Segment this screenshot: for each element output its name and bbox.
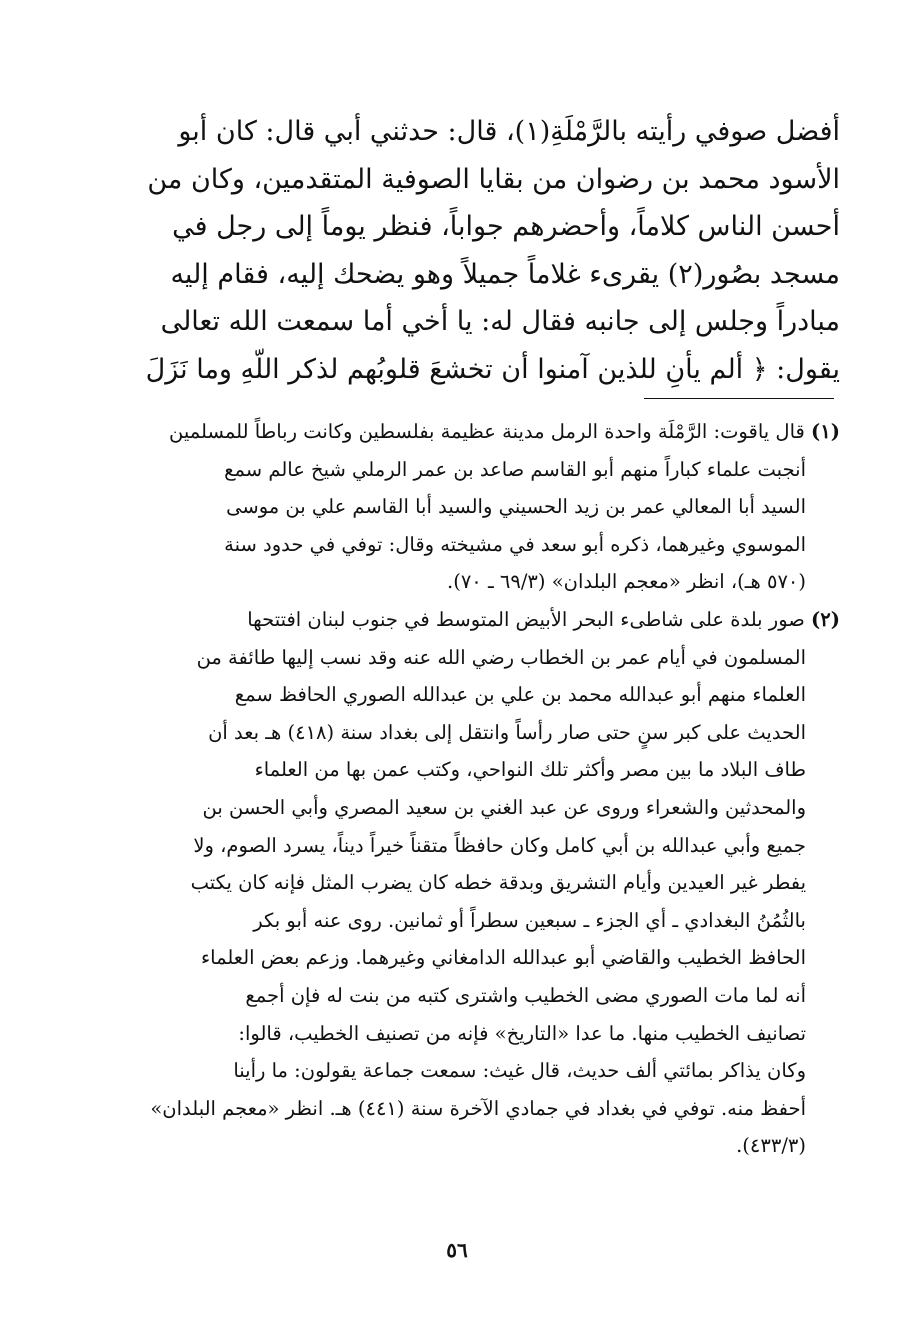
footnote-line: السيد أبا المعالي عمر بن زيد الحسيني والسيد أبا القاسم علي بن موسى (226, 495, 806, 519)
footnote-2 (92, 601, 840, 1165)
footnote-line: وكان يذاكر بمائتي ألف حديث، قال غيث: سمعت جماعة يقولون: ما رأينا (233, 1059, 806, 1083)
footnote-text: صور بلدة على شاطىء البحر الأبيض المتوسط في جنوب لبنان افتتحها (247, 607, 805, 631)
main-text-line: الأسود محمد بن رضوان من بقايا الصوفية المتقدمين، وكان من (147, 163, 840, 195)
page-number: ٥٦ (446, 1238, 468, 1262)
footnote-line: طاف البلاد ما بين مصر وأكثر تلك النواحي، وكتب عمن بها من العلماء (254, 758, 806, 782)
footnote-line: يفطر غير العيدين وأيام التشريق وبدقة خطه كان يضرب المثل فإنه كان يكتب (190, 871, 806, 895)
footnote-number: (٢) (811, 607, 840, 631)
footnote-line: الموسوي وغيرهما، ذكره أبو سعد في مشيخته وقال: توفي في حدود سنة (224, 532, 806, 556)
footnote-separator (644, 398, 834, 399)
main-text-line: مسجد بصُور(٢) يقرىء غلاماً جميلاً وهو يضحك إليه، فقام إليه (170, 258, 840, 290)
footnote-line: أنه لما مات الصوري مضى الخطيب واشترى كتبه من بنت له فإن أجمع (245, 983, 806, 1007)
footnote-line: الحديث على كبر سنٍ حتى صار رأساً وانتقل إلى بغداد سنة (٤١٨) هـ بعد أن (208, 720, 806, 744)
footnote-line: المسلمون في أيام عمر بن الخطاب رضي الله عنه وقد نسب إليها طائفة من (196, 645, 806, 669)
footnotes-block (92, 413, 840, 1165)
main-text-line: يقول: ﴿ ألم يأنِ للذين آمنوا أن تخشعَ قلوبُهم لذكر اللّهِ وما نَزَلَ (145, 353, 840, 385)
footnote-line: أحفظ منه. توفي في بغداد في جمادي الآخرة سنة (٤٤١) هـ. انظر «معجم البلدان» (150, 1096, 806, 1120)
footnote-line: والمحدثين والشعراء وروى عن عبد الغني بن سعيد المصري وأبي الحسن بن (202, 795, 806, 819)
main-text-line: أحسن الناس كلاماً، وأحضرهم جواباً، فنظر يوماً إلى رجل في (172, 211, 840, 242)
footnote-number: (١) (811, 420, 840, 443)
main-text-block (100, 108, 840, 393)
main-text-line: أفضل صوفي رأيته بالرَّمْلَةِ(١)، قال: حدثني أبي قال: كان أبو (178, 116, 840, 147)
footnote-first-line (92, 413, 840, 451)
main-text-line: مبادراً وجلس إلى جانبه فقال له: يا أخي أما سمعت الله تعالى (160, 306, 840, 337)
footnote-1 (92, 413, 840, 601)
footnote-line: (٤٣٣/٣). (736, 1134, 806, 1158)
footnote-line: (٥٧٠ هـ)، انظر «معجم البلدان» (٦٩/٣ ـ ٧٠). (447, 570, 806, 594)
footnote-line: تصانيف الخطيب منها. ما عدا «التاريخ» فإنه من تصنيف الخطيب، قالوا: (238, 1021, 806, 1045)
footnote-text: قال ياقوت: الرَّمْلَة واحدة الرمل مدينة عظيمة بفلسطين وكانت رباطاً للمسلمين (169, 420, 805, 443)
footnote-line: جميع وأبي عبدالله بن أبي كامل وكان حافظاً متقناً خيراً ديناً، يسرد الصوم، ولا (193, 833, 806, 857)
footnote-first-line (92, 601, 840, 639)
footnote-line: الحافظ الخطيب والقاضي أبو عبدالله الدامغاني وغيرهما. وزعم بعض العلماء (200, 946, 806, 970)
footnote-line: العلماء منهم أبو عبدالله محمد بن علي بن عبدالله الصوري الحافظ سمع (234, 683, 806, 707)
footnote-line: أنجبت علماء كباراً منهم أبو القاسم صاعد بن عمر الرملي شيخ عالم سمع (224, 457, 806, 481)
footnote-line: بالثُمُنُ البغدادي ـ أي الجزء ـ سبعين سطراً أو ثمانين. روى عنه أبو بكر (253, 908, 806, 932)
